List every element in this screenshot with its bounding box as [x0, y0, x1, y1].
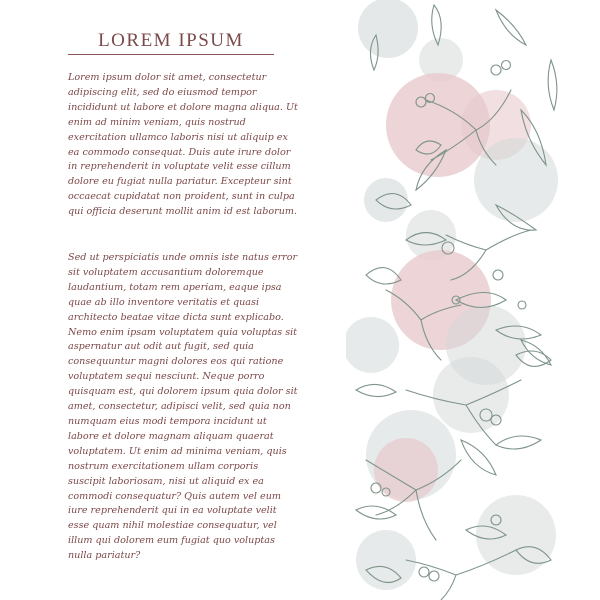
mistletoe-border-illustration — [346, 0, 580, 600]
watercolor-blobs — [346, 0, 558, 590]
title-underline — [68, 54, 274, 55]
page-title: LOREM IPSUM — [98, 30, 244, 51]
body-paragraph-1: Lorem ipsum dolor sit amet, consectetur adipiscing elit, sed do eiusmod tempor incididunt ut labore et dolore magna aliqua. Ut enim ad minim veniam, quis nostrud exercitation ullamco laboris nisi ut aliquip ex ea commodo consequat. Duis aute irure dolor in reprehenderit in voluptate velit esse cillum dolore eu fugiat nulla pariatur. Excepteur sint occaecat cupidatat non proident, sunt in culpa qui officia deserunt mollit anim id est laborum. — [68, 72, 298, 218]
body-paragraph-2: Sed ut perspiciatis unde omnis iste natus error sit voluptatem accusantium doloremque laudantium, totam rem aperiam, eaque ipsa quae ab illo inventore veritatis et quasi architecto beatae vitae dicta sunt explicabo. Nemo enim ipsam voluptatem quia voluptas sit aspernatur aut odit aut fugit, sed quia consequuntur magni dolores eos qui ratione voluptatem sequi nesciunt. Neque porro quisquam est, qui dolorem ipsum quia dolor sit amet, consectetur, adipisci velit, sed quia non numquam eius modi tempora incidunt ut labore et dolore magnam aliquam quaerat voluptatem. Ut enim ad minima veniam, quis nostrum exercitationem ullam corporis suscipit laboriosam, nisi ut aliquid ex ea commodi consequatur? Quis autem vel eum iure reprehenderit qui in ea voluptate velit esse quam nihil molestiae consequatur, vel illum qui dolorem eum fugiat quo voluptas nulla pariatur? — [68, 252, 298, 562]
